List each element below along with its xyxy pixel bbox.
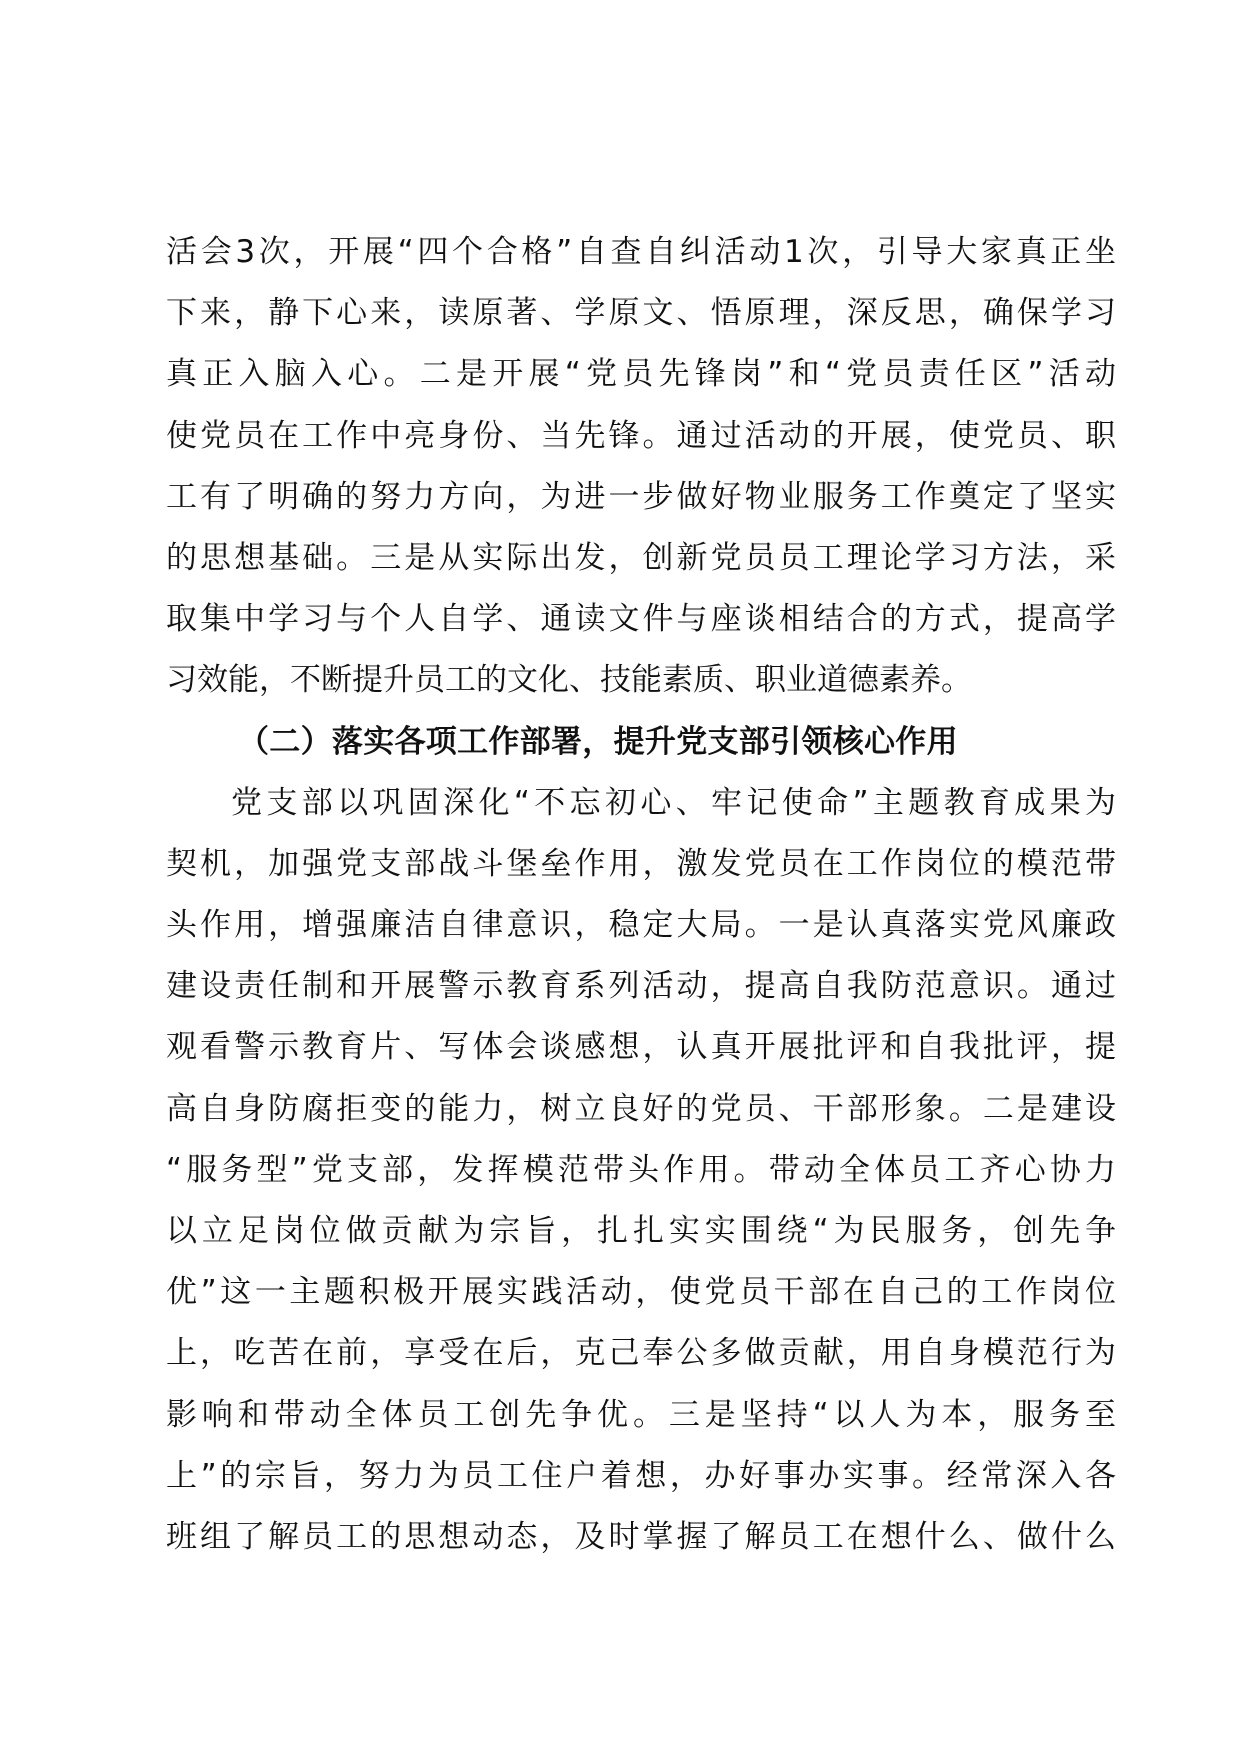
text-line: 活会3次，开展“四个合格”自查自纠活动1次，引导大家真正坐 — [166, 234, 1116, 270]
paragraph-2 — [166, 773, 1116, 1568]
text-line: 下来，静下心来，读原著、学原文、悟原理，深反思，确保学习 — [166, 295, 1116, 332]
text-line: 班组了解员工的思想动态，及时掌握了解员工在想什么、做什么 — [166, 1518, 1116, 1555]
text-line: 以立足岗位做贡献为宗旨，扎扎实实围绕“为民服务，创先争 — [166, 1213, 1116, 1249]
text-line: 真正入脑入心。二是开展“党员先锋岗”和“党员责任区”活动 — [166, 356, 1116, 393]
text-line: 观看警示教育片、写体会谈感想，认真开展批评和自我批评，提 — [166, 1029, 1116, 1066]
text-line: 习效能，不断提升员工的文化、技能素质、职业道德素养。 — [166, 662, 972, 699]
text-line: 上，吃苦在前，享受在后，克己奉公多做贡献，用自身模范行为 — [166, 1335, 1116, 1372]
text-line: 优”这一主题积极开展实践活动，使党员干部在自己的工作岗位 — [166, 1274, 1116, 1311]
text-line: 党支部以巩固深化“不忘初心、牢记使命”主题教育成果为 — [231, 784, 1116, 821]
text-line: 契机，加强党支部战斗堡垒作用，激发党员在工作岗位的模范带 — [166, 845, 1116, 882]
text-line: 的思想基础。三是从实际出发，创新党员员工理论学习方法，采 — [166, 539, 1116, 576]
text-line: 头作用，增强廉洁自律意识，稳定大局。一是认真落实党风廉政 — [166, 907, 1116, 944]
text-line: 建设责任制和开展警示教育系列活动，提高自我防范意识。通过 — [166, 968, 1116, 1005]
text-line: 取集中学习与个人自学、通读文件与座谈相结合的方式，提高学 — [166, 601, 1116, 638]
paragraph-1 — [166, 222, 1116, 712]
text-line: “服务型”党支部，发挥模范带头作用。带动全体员工齐心协力 — [166, 1151, 1116, 1188]
text-line: 高自身防腐拒变的能力，树立良好的党员、干部形象。二是建设 — [166, 1090, 1116, 1127]
text-line: 使党员在工作中亮身份、当先锋。通过活动的开展，使党员、职 — [166, 417, 1116, 454]
text-line: 影响和带动全体员工创先争优。三是坚持“以人为本，服务至 — [166, 1396, 1116, 1433]
text-line: 上”的宗旨，努力为员工住户着想，办好事办实事。经常深入各 — [166, 1457, 1116, 1494]
section-heading: （二）落实各项工作部署，提升党支部引领核心作用 — [238, 723, 958, 760]
document-body — [166, 222, 1116, 1568]
text-line: 工有了明确的努力方向，为进一步做好物业服务工作奠定了坚实 — [166, 478, 1116, 515]
